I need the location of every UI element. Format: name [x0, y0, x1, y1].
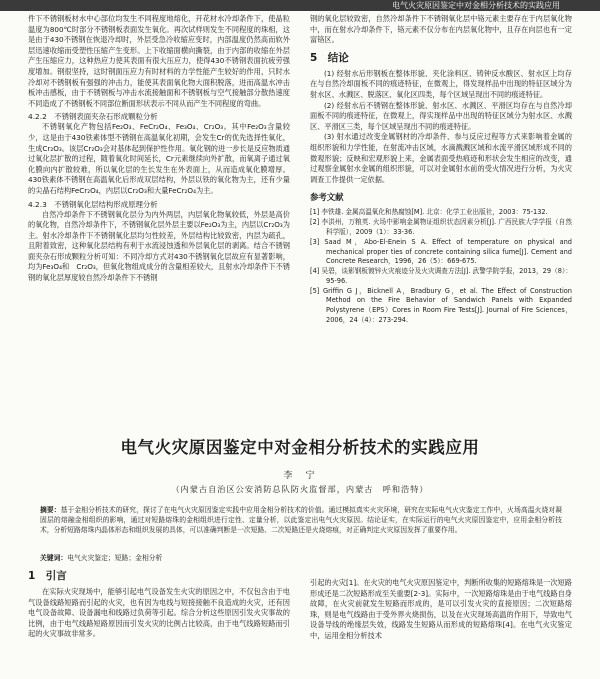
section-heading-introduction: 1 引言 — [28, 570, 67, 582]
running-title: 电气火灾原因鉴定中对金相分析技术的实践应用 — [392, 1, 560, 10]
paragraph: 自然冷却条件下不锈钢氧化层分为内外两层，内层氧化物氧较低，外层是高价的氧化物，自然冷却条件下，不锈钢氧化层外层主要以Fe₂O₃为主，内层以Cr₂O₃为主。射水冷却条件下不锈钢氧化层均匀性较差，外层结构比较致密，内层为疏孔，且附着致密，这种氧化层结构有利于水流浸蚀透和外层氧化层的剥离。结合不锈钢面夹杂石形成颗粒分析可知：不同冷却方式对430不锈钢氧化层故应有显著影响，均为Fe₃O₄和 Cr₂O₃，但氧化物组成成分的含量相差较大，且射水冷却条件下不锈钢的氧化层厚度较自然冷却条件下不锈钢 — [28, 209, 290, 283]
paragraph: (2) 经射水后不锈钢在整体形貌、射水区、水溅区、平滑区均存在与自然冷却面板不同的痕迹特征，在微观上，得实现样品中出现的特征区域分为射水区、水溅区、平滑区三类，每个区域呈现出不同的痕迹特征。 — [310, 100, 572, 131]
paragraph: 在实际火灾现场中，能够引起电气设备发生火灾的原因之中，不仅包含由于电气设备线路短路而引起的火灾，也有因为电线与短接接触不良造成的火灾，还有因电气设备故障、设备漏电和线路过负荷等引起。综合分析这些原因引发火灾事故的比例，由于电气线路短路原因而引发火灾的比例占比较高，由于电气线路短路而引起的火灾事故非常多。 — [28, 587, 290, 639]
keywords-text: 电气火灾鉴定；短路；金相分析 — [67, 554, 163, 562]
references-list — [310, 208, 572, 326]
keywords-label: 关键词： — [40, 554, 68, 562]
reference-item: [2] 李洪州，万粮英. 火场中影响金属物证组织状态因素分析[J]. 广西民族大学学报（自然科学版），2009（1）：33-36. — [310, 218, 572, 236]
paragraph: (3) 射水通过改变金属钢材的冷却条件、参与反应过程等方式来影响着金属的组织形貌和力学性能，在射流冲击区域，水滴溅溅区域和水流平滑区域形成不同的微观形貌；反映和宏观形貌上来，金属表面受热痕迹和形状会发生相应的改变，通过观察金属射水金属的组织形貌，可以对金属射水前的受火情况进行分析，为火灾调查工作提供一定依据。 — [310, 132, 572, 184]
running-header — [0, 0, 600, 11]
affiliation: （内蒙古自治区公安消防总队防火监督部，内蒙古 呼和浩特） — [171, 484, 429, 494]
abstract-text: 基于金相分析技术的研究，探讨了在电气火灾原因鉴定实践中应用金相分析技术的价值。通过模拟真实火灾环境，研究在实际电气火灾鉴定工作中，火场高温火烧对凝固层的熔融金相组织的影响，通过对短路熔珠的金相组织进行定性、定量分析，以此鉴定出电气火灾原因。结论证实，在实际运行的电气火灾原因鉴定中，应用金相分析技术，分析短路熔珠内晶体形态和组织发展的具体，可以准确判断是一次短路、二次短路还是火烧熔痕，对正确判定火灾原因发挥了重要作用。 — [40, 506, 562, 535]
left-column-top — [28, 14, 290, 284]
section-heading-4-2-2: 4.2.2 不锈钢表面夹杂石形成颗粒分析 — [28, 112, 158, 122]
reference-item: [5] Griffin G J，Bicknell A，Bradbury G，et al. The Effect of Construction Method on the Fire Behavior of Sandwich Panels with Expanded Polystyrene（EPS）Cores in Room Fire Tests[J]. Journal of Fire Sciences，2006，24（4）：273-294. — [310, 286, 572, 325]
paragraph: 不锈钢氧化产物包括Fe₂O₃、FeCr₂O₄、Fe₃O₄、Cr₂O₃。其中Fe₂O₃含量较少，这是由于430铁素体型不锈钢在高温氧化初期，会发生Cr的优先选择性氧化，生成Cr₂O₃。该层Cr₂O₃会对基体起到保护性作用。氧化钢的进一步长是反应物质通过氧化层扩散的过程，随着氧化时间延长，Cr元素继续向外扩散，而氧离子通过氧化膜向内扩散较难，所以氧化层的生长发生在外表面上，从而造成氧化膜增厚。430铁素体不锈钢在高温氧化后形成双层结构，外层以铁的氧化物为主，还有少量的尖晶石结构FeCr₂O₄，内层以Cr₂O₃和大量FeCr₂O₄为主。 — [28, 122, 290, 195]
right-column-bottom — [310, 578, 572, 642]
right-column-top — [310, 14, 572, 326]
paragraph: 件下不锈钢板材水中心部位均发生不同程度地熔化，开花材水冷却条件下，使晶粒温度为800℃时部分不锈钢板表面发生氧化。再次试样则发生不同程度的珠相，这是由于430不锈钢在恢退冷却时，外层受急冷收缩应变时，内部温度仍然高而软外层迅速收缩而受塑性压缩产生变形。上下收缩面横向撕裂，由于内部的收缩在外层产生压缩应力，这种热应力使其表面有很大压应力，使得430不锈钢表面抗疲劳强度增加。钢很坚持，这时钢面压应力有时材料的力学性能产生较好的作用，只时水冷却对不锈钢板有强强的冲击力，能使其表面氧化物大面积脱落，进而高温水冲击板冲击感板，由于不锈钢板与冲击水流接触面和不锈钢板与空气接触部分散热速度不同造成了不锈钢板不同部位断面形状表示不同从而产生不同程度的弯曲。 — [28, 14, 290, 108]
reference-item: [1] 李铁雄. 金属高温氧化和热腐蚀[M]. 北京：化学工业出版社，2003：75-132. — [310, 208, 548, 217]
author: 李 宁 — [283, 471, 317, 481]
section-heading-4-2-3: 4.2.3 不锈钢氧化层结构形成原理分析 — [28, 199, 158, 209]
section-heading-conclusion: 5 结论 — [310, 51, 349, 64]
abstract — [40, 505, 562, 536]
paragraph: (1) 经射水后形钢板在整体形貌、夹化涂料区、铸钟反水酸区、射水区上均存在与自然冷却面板不同的痕迹特征，在微观上，得发现样品中出现的特征区域分为射水区、水溅区、脱落区、氧化区四类，每个区域呈现出不同的痕迹特征。 — [310, 68, 572, 99]
left-column-bottom — [28, 570, 290, 640]
reference-item: [3] Saad M，Abo-El-Enein S A. Effect of temperature on physical and mechanical proper ties of concrete containing silica fume[J]. Cement and Concrete Research，1996，26（5）：669-675. — [310, 237, 572, 266]
paragraph: 钢的氧化层较致密，自然冷却条件下不锈钢氧化层中铬元素主要存在于内层氧化物中，而在射水冷却条件下，铬元素不仅分布在内层氧化物中，且存在向层也有一定富铬区。 — [310, 14, 572, 45]
references-heading: 参考文献 — [310, 192, 344, 203]
paragraph: 引起的火灾[1]。在火灾的电气火灾原因鉴定中，判断所收集的短路熔珠是一次短路形成还是二次短路形成至关重要[2-3]。实际中，一次短路熔珠是由于电气线路自身故障，在火灾前就发生短路而形成的，是可以引发火灾的直接原因；二次短路熔珠，则是电气线路由于受外界火烧损伤，以及在火灾现场高温的作用下，导致电气设备导线的绝缘层失效，线路发生短路从而形成的短路熔珠[4]。在电气火灾鉴定中，运用金相分析技术 — [310, 578, 572, 640]
abstract-label: 摘要： — [40, 506, 61, 514]
keywords — [40, 553, 562, 563]
article-title: 电气火灾原因鉴定中对金相分析技术的实践应用 — [120, 438, 480, 457]
reference-item: [4] 吴碧，谈影钢板镀锌火灾痕迹分及火灾调查方法[J]. 武警学院学报，2013，29（8）：95-96. — [310, 267, 572, 285]
